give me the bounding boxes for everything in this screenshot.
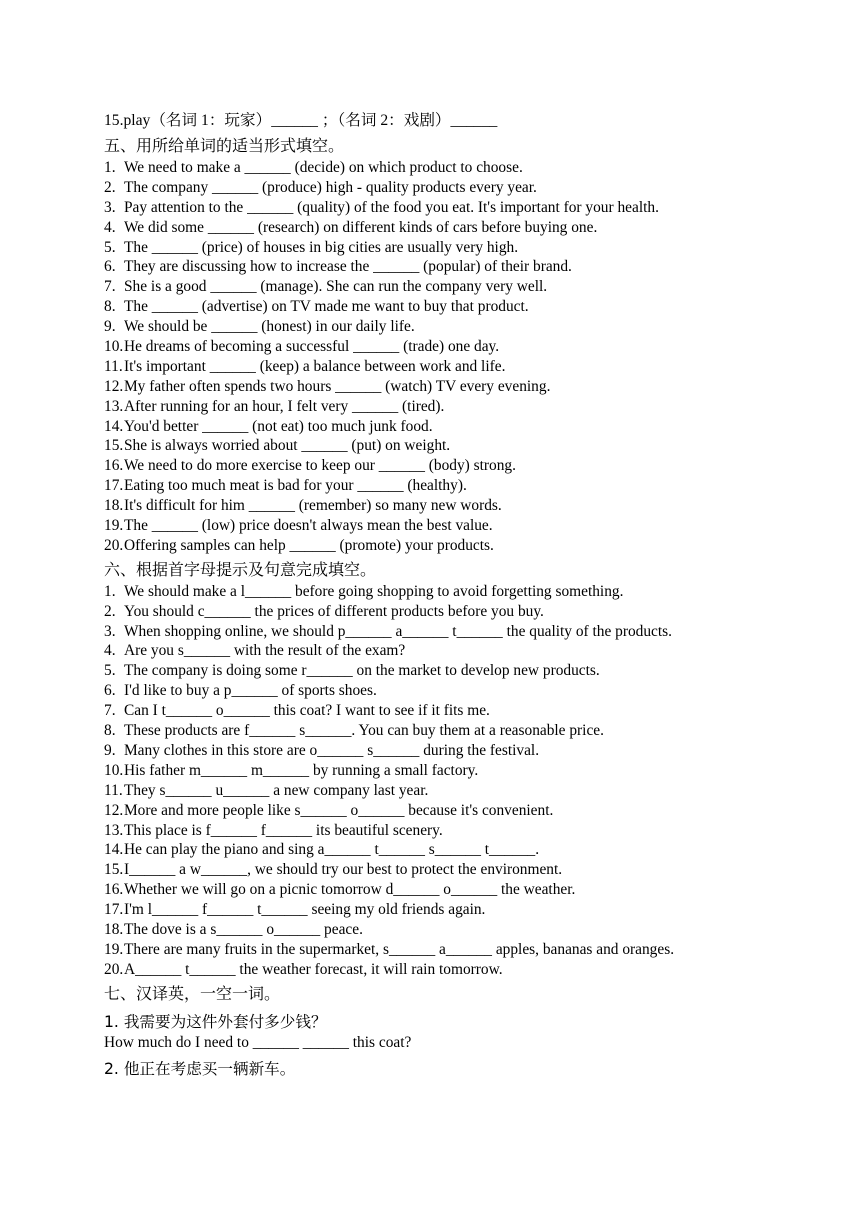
- item-number: 8.: [104, 298, 116, 316]
- item-text: There are many fruits in the supermarket, s______ a______ apples, bananas and oranges.: [124, 940, 675, 958]
- section6-item: [104, 681, 804, 701]
- item-number: 4.: [104, 642, 116, 660]
- item-number: 5.: [104, 662, 116, 680]
- item-text: My father often spends two hours ______ (watch) TV every evening.: [124, 377, 551, 395]
- item-text: His father m______ m______ by running a small factory.: [124, 761, 479, 779]
- section6-item: [104, 821, 804, 841]
- section5-item: [104, 297, 804, 317]
- item-text: When shopping online, we should p______ a______ t______ the quality of the products.: [124, 622, 673, 640]
- question-15-play: 15.play（名词 1：玩家）______ ；（名词 2：戏剧）______: [104, 112, 498, 129]
- item-text: Eating too much meat is bad for your ______ (healthy).: [124, 477, 467, 495]
- item-text: They are discussing how to increase the ______ (popular) of their brand.: [124, 258, 572, 276]
- item-number: 8.: [104, 722, 116, 740]
- item-number: 11.: [104, 781, 123, 799]
- item-text: I'm l______ f______ t______ seeing my old friends again.: [124, 901, 486, 919]
- item-number: 1.: [104, 582, 116, 600]
- item-text: The company ______ (produce) high - quality products every year.: [124, 178, 537, 196]
- item-number: 5.: [104, 238, 116, 256]
- section5-item: [104, 397, 804, 417]
- section-7-q2-chinese: 2. 他正在考虑买一辆新车。: [104, 1059, 296, 1078]
- item-number: 1.: [104, 159, 116, 176]
- item-text: He can play the piano and sing a______ t______ s______ t______.: [124, 841, 540, 859]
- section-6-list: [104, 582, 804, 980]
- section6-item: [104, 761, 804, 781]
- item-number: 18.: [104, 920, 124, 938]
- section6-item: [104, 781, 804, 801]
- item-text: We should make a l______ before going shopping to avoid forgetting something.: [124, 582, 624, 600]
- section5-item: [104, 516, 804, 536]
- section5-item: [104, 317, 804, 337]
- section5-item: [104, 357, 804, 377]
- item-text: I______ a w______, we should try our best to protect the environment.: [124, 861, 563, 879]
- section6-item: [104, 721, 804, 741]
- section6-item: [104, 940, 804, 960]
- section5-item: [104, 496, 804, 516]
- item-number: 3.: [104, 198, 116, 216]
- item-number: 15.: [104, 437, 124, 455]
- section-7-title: 七、汉译英，一空一词。: [104, 983, 281, 1003]
- item-text: These products are f______ s______. You can buy them at a reasonable price.: [124, 722, 604, 740]
- item-number: 7.: [104, 702, 116, 720]
- section-7-q1-chinese: 1. 我需要为这件外套付多少钱？: [104, 1012, 327, 1031]
- item-number: 10.: [104, 761, 124, 779]
- item-number: 19.: [104, 940, 124, 958]
- item-number: 2.: [104, 602, 116, 620]
- item-text: This place is f______ f______ its beautiful scenery.: [124, 821, 443, 839]
- item-number: 7.: [104, 278, 116, 296]
- item-text: More and more people like s______ o______ because it's convenient.: [124, 801, 554, 819]
- item-text: It's important ______ (keep) a balance between work and life.: [124, 357, 506, 375]
- section6-item: [104, 840, 804, 860]
- item-text: We should be ______ (honest) in our daily life.: [124, 318, 415, 336]
- item-number: 9.: [104, 318, 116, 336]
- item-text: The ______ (low) price doesn't always mean the best value.: [124, 517, 493, 535]
- section5-item: [104, 536, 804, 556]
- section5-item: [104, 277, 804, 297]
- item-number: 13.: [104, 397, 124, 415]
- section6-item: [104, 741, 804, 761]
- section5-item: [104, 158, 804, 178]
- item-text: After running for an hour, I felt very ______ (tired).: [124, 397, 445, 415]
- section-7-q1-english: How much do I need to ______ ______ this coat?: [104, 1033, 412, 1051]
- section6-item: [104, 900, 804, 920]
- item-number: 11.: [104, 357, 123, 375]
- item-text: You should c______ the prices of different products before you buy.: [124, 602, 544, 620]
- section-5-list: [104, 158, 804, 556]
- section5-item: [104, 456, 804, 476]
- item-number: 4.: [104, 218, 116, 236]
- item-text: It's difficult for him ______ (remember) so many new words.: [124, 497, 502, 515]
- item-text: The ______ (price) of houses in big cities are usually very high.: [124, 238, 519, 256]
- section-6-title: 六、根据首字母提示及句意完成填空。: [104, 559, 377, 579]
- item-number: 9.: [104, 741, 116, 759]
- section6-item: [104, 701, 804, 721]
- item-number: 18.: [104, 497, 124, 515]
- worksheet-content: [104, 110, 804, 1080]
- item-text: I'd like to buy a p______ of sports shoes.: [124, 682, 377, 700]
- section5-item: [104, 337, 804, 357]
- item-text: We need to make a ______ (decide) on which product to choose.: [124, 159, 523, 176]
- item-number: 6.: [104, 258, 116, 276]
- item-text: The dove is a s______ o______ peace.: [124, 920, 363, 938]
- section6-item: [104, 661, 804, 681]
- item-text: Can I t______ o______ this coat? I want to see if it fits me.: [124, 702, 490, 720]
- section-5-title: 五、用所给单词的适当形式填空。: [104, 136, 345, 155]
- item-number: 17.: [104, 901, 124, 919]
- item-number: 14.: [104, 841, 124, 859]
- item-text: The company is doing some r______ on the market to develop new products.: [124, 662, 600, 680]
- section6-item: [104, 602, 804, 622]
- item-number: 14.: [104, 417, 124, 435]
- item-text: He dreams of becoming a successful ______ (trade) one day.: [124, 338, 500, 356]
- item-number: 2.: [104, 178, 116, 196]
- item-text: Are you s______ with the result of the exam?: [124, 642, 406, 660]
- section5-item: [104, 198, 804, 218]
- item-number: 17.: [104, 477, 124, 495]
- item-text: A______ t______ the weather forecast, it will rain tomorrow.: [124, 960, 503, 978]
- item-text: She is a good ______ (manage). She can run the company very well.: [124, 278, 548, 296]
- item-text: We need to do more exercise to keep our ______ (body) strong.: [124, 457, 516, 475]
- item-text: They s______ u______ a new company last year.: [124, 781, 429, 799]
- item-text: We did some ______ (research) on different kinds of cars before buying one.: [124, 218, 598, 236]
- section5-item: [104, 218, 804, 238]
- item-text: You'd better ______ (not eat) too much junk food.: [124, 417, 433, 435]
- section5-item: [104, 238, 804, 258]
- section5-item: [104, 377, 804, 397]
- section5-item: [104, 178, 804, 198]
- item-text: She is always worried about ______ (put) on weight.: [124, 437, 451, 455]
- section6-item: [104, 641, 804, 661]
- item-number: 10.: [104, 338, 124, 356]
- item-number: 20.: [104, 536, 124, 554]
- item-number: 19.: [104, 517, 124, 535]
- section6-item: [104, 582, 804, 602]
- item-number: 12.: [104, 377, 124, 395]
- item-text: Pay attention to the ______ (quality) of the food you eat. It's important for your health.: [124, 198, 659, 216]
- item-number: 15.: [104, 861, 124, 879]
- item-number: 3.: [104, 622, 116, 640]
- section6-item: [104, 622, 804, 642]
- item-number: 12.: [104, 801, 124, 819]
- section5-item: [104, 257, 804, 277]
- item-number: 6.: [104, 682, 116, 700]
- item-number: 16.: [104, 457, 124, 475]
- item-number: 13.: [104, 821, 124, 839]
- section5-item: [104, 436, 804, 456]
- item-text: Whether we will go on a picnic tomorrow d______ o______ the weather.: [124, 881, 576, 899]
- section6-item: [104, 960, 804, 980]
- section6-item: [104, 860, 804, 880]
- item-text: Many clothes in this store are o______ s______ during the festival.: [124, 741, 540, 759]
- item-text: Offering samples can help ______ (promote) your products.: [124, 536, 494, 554]
- item-number: 16.: [104, 881, 124, 899]
- section6-item: [104, 920, 804, 940]
- section5-item: [104, 417, 804, 437]
- section6-item: [104, 801, 804, 821]
- item-text: The ______ (advertise) on TV made me want to buy that product.: [124, 298, 529, 316]
- item-number: 20.: [104, 960, 124, 978]
- section5-item: [104, 476, 804, 496]
- section6-item: [104, 880, 804, 900]
